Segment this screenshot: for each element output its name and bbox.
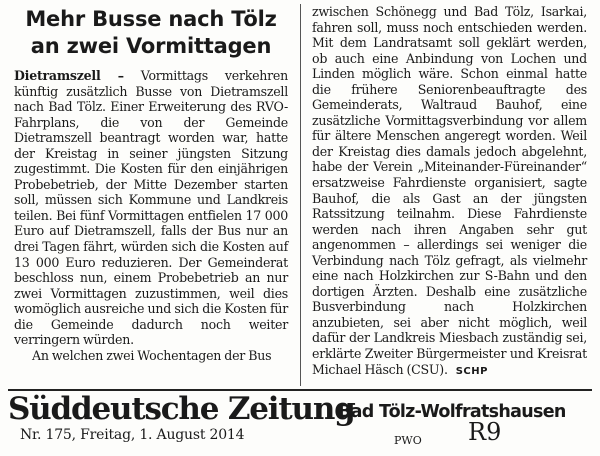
author-byline: SCHP (455, 365, 488, 377)
edition-code: PWO (394, 434, 422, 447)
edition-info: Nr. 175, Freitag, 1. August 2014 (20, 427, 245, 443)
article-right-column (312, 4, 587, 379)
article-paragraph-2: An welchen zwei Wochentagen der Bus (32, 347, 272, 363)
region-section-title: Bad Tölz-Wolfratshausen (338, 402, 566, 422)
article-paragraph-3 (312, 4, 587, 379)
article-left-column (14, 6, 288, 363)
newspaper-masthead: Süddeutsche Zeitung (8, 391, 355, 427)
column-divider (300, 4, 301, 386)
article-paragraph-1 (14, 68, 288, 348)
article-paragraph-1-text: Vormittags verkehren künftig zusätzlich Busse von Dietramszell nach Bad Tölz. Einer Erweiterung des RVO-Fahrplans, die von der Gemeinde Dietramszell beantragt worden war, hatte der Kreistag in seiner jüngsten Sitzung zugestimmt. Die Kosten für den einjährigen Probebetrieb, der Mitte Dezember starten soll, müssen sich Kommune und Landkreis teilen. Bei fünf Vormittagen entfielen 17 000 Euro auf Dietramszell, falls der Bus nur an drei Tagen fährt, würden sich die Kosten auf 13 000 Euro reduzieren. Der Gemeinderat beschloss nun, einem Probebetrieb an nur zwei Vormittagen zuzustimmen, weil dies womöglich ausreiche und sich die Kosten für die Gemeinde dadurch noch weiter verringern würden. (14, 68, 288, 348)
article-body-right (312, 4, 587, 379)
article-headline: Mehr Busse nach Tölz an zwei Vormittagen (25, 7, 277, 58)
article-paragraph-3-text: zwischen Schönegg und Bad Tölz, Isarkai, fahren soll, muss noch entschieden werden. Mit dem Landratsamt soll geklärt werden, ob auch eine Anbindung von Lochen und Linden möglich wäre. Schon einmal hatte die frühere Seniorenbeauftragte des Gemeinderats, Waltraud Bauhof, eine zusätzliche Vormittagsverbindung vor allem für ältere Menschen angeregt worden. Weil der Kreistag dies damals jedoch abgelehnt, habe der Verein „Miteinander-Füreinander“ ersatzweise Fahrdienste organisiert, sagte Bauhof, die als Gast an der jüngsten Ratssitzung teilnahm. Diese Fahrdienste werden nach ihren Angaben sehr gut angenommen – allerdings sei weniger die Verbindung nach Tölz gefragt, als vielmehr eine nach Holzkirchen zur S-Bahn und den dortigen Ärzten. Deshalb eine zusätzliche Busverbindung nach Holzkirchen anzubieten, sei aber nicht möglich, weil dafür der Landkreis Miesbach zuständig sei, erklärte Zweiter Bürgermeister und Kreisrat Michael Häsch (CSU). (312, 4, 587, 377)
dateline: Dietramszell – (14, 68, 124, 83)
page-number: R9 (468, 418, 502, 446)
article-body-left (14, 68, 288, 363)
